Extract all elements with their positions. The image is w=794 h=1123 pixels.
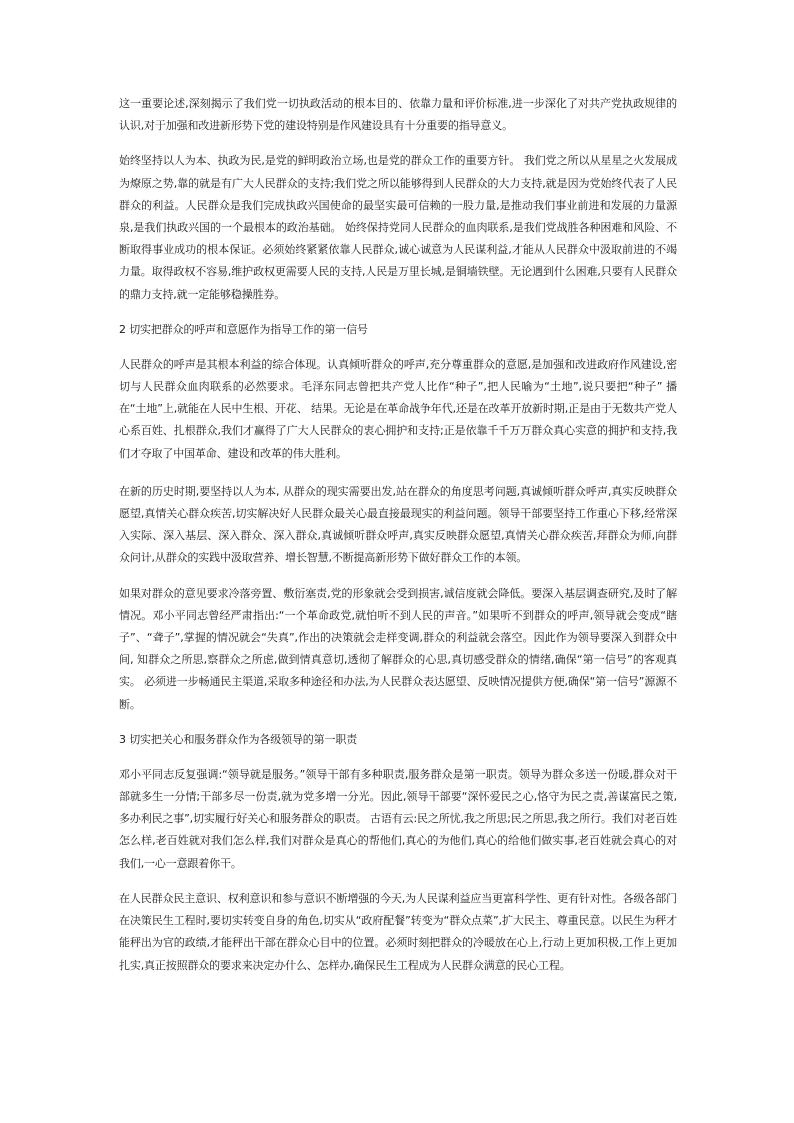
section-heading-3: 3 切实把关心和服务群众作为各级领导的第一职责: [119, 732, 358, 746]
paragraph-listen-to-masses: 如果对群众的意见要求冷落旁置、敷衍塞责,党的形象就会受到损害,诚信度就会降低。要深入基层调查研究,及时了解情况。邓小平同志曾经严肃指出:“一个革命政党,就怕听不到人民的声音。”如果听不到群众的呼声,领导就会变成“瞎子”、“聋子”,掌握的情况就会“失真”,作出的决策就会走样变调,群众的利益就会落空。因此作为领导要深入到群众中间, 知群众之所思,察群众之所虑,做到情真意切,透彻了解群众的心思,真切感受群众的情绪,确保“第一信号”的客观真实。 必须进一步畅通民主渠道,采取多种途径和办法,为人民群众表达愿望、反映情况提供方便,确保“第一信号”源源不断。: [119, 586, 677, 711]
paragraph-livelihood-projects: 在人民群众民主意识、权利意识和参与意识不断增强的今天,为人民谋利益应当更富科学性、更有针对性。各级各部门在决策民生工程时,要切实转变自身的角色,切实从“政府配餐”转变为“群众点菜”,扩大民主、尊重民意。以民生为秤才能秤出为官的政绩,才能秤出干部在群众心目中的位置。必须时刻把群众的冷暖放在心上,行动上更加积极,工作上更加扎实,真正按照群众的要求来决定办什么、怎样办,确保民生工程成为人民群众满意的民心工程。: [119, 891, 677, 972]
paragraph-people-centered: 始终坚持以人为本、执政为民,是党的鲜明政治立场,也是党的群众工作的重要方针。 我们党之所以从星星之火发展成为燎原之势,靠的就是有广大人民群众的支持;我们党之所以能够得到人民群众的大力支持,就是因为党始终代表了人民群众的利益。人民群众是我们完成执政兴国使命的最坚实最可信赖的一股力量,是推动我们事业前进和发展的力量源泉,是我们执政兴国的一个最根本的政治基础。 始终保持党同人民群众的血肉联系,是我们党战胜各种困难和风险、不断取得事业成功的根本保证。必须始终紧紧依靠人民群众,诚心诚意为人民谋利益,才能从人民群众中汲取前进的不竭力量。取得政权不容易,维护政权更需要人民的支持,人民是万里长城,是铜墙铁壁。无论遇到什么困难,只要有人民群众的鼎力支持,就一定能够稳操胜券。: [119, 154, 677, 301]
paragraph-new-era: 在新的历史时期,要坚持以人为本, 从群众的现实需要出发,站在群众的角度思考问题,真诚倾听群众呼声,真实反映群众愿望,真情关心群众疾苦,切实解决好人民群众最关心最直接最现实的利益问题。领导干部要坚持工作重心下移,经常深入实际、深入基层、深入群众、深入群众,真诚倾听群众呼声,真实反映群众愿望,真情关心群众疾苦,拜群众为师,向群众问计,从群众的实践中汲取营养、增长智慧,不断提高新形势下做好群众工作的本领。: [119, 484, 677, 565]
paragraph-intro: 这一重要论述,深刻揭示了我们党一切执政活动的根本目的、依靠力量和评价标准,进一步深化了对共产党执政规律的认识,对于加强和改进新形势下党的建设特别是作风建设具有十分重要的指导意义。: [119, 97, 677, 133]
paragraph-voice-of-people: 人民群众的呼声是其根本利益的综合体现。认真倾听群众的呼声,充分尊重群众的意愿,是加强和改进政府作风建设,密切与人民群众血肉联系的必然要求。毛泽东同志曾把共产党人比作“种子”,把人民喻为“土地”,说只要把“种子” 播在“土地”上,就能在人民中生根、开花、 结果。无论是在革命战争年代,还是在改革开放新时期,正是由于无数共产党人心系百姓、扎根群众,我们才赢得了广大人民群众的衷心拥护和支持;正是依靠千千万万群众真心实意的拥护和支持,我们才夺取了中国革命、建设和改革的伟大胜利。: [119, 357, 677, 460]
paragraph-leadership-is-service: 邓小平同志反复强调:“领导就是服务。”领导干部有多种职责,服务群众是第一职责。领导为群众多送一份暖,群众对干部就多生一分情;干部多尽一份责,就为党多增一分光。因此,领导干部要“深怀爱民之心,恪守为民之责,善谋富民之策, 多办利民之事”,切实履行好关心和服务群众的职责。 古语有云:民之所忧,我之所思;民之所思,我之所行。我们对老百姓怎么样,老百姓就对我们怎么样,我们对群众是真心的帮他们,真心的为他们,真心的给他们做实事,老百姓就会真心的对我们,一心一意跟着你干。: [119, 767, 677, 870]
document-body: [119, 93, 677, 977]
section-heading-2: 2 切实把群众的呼声和意愿作为指导工作的第一信号: [119, 322, 368, 336]
